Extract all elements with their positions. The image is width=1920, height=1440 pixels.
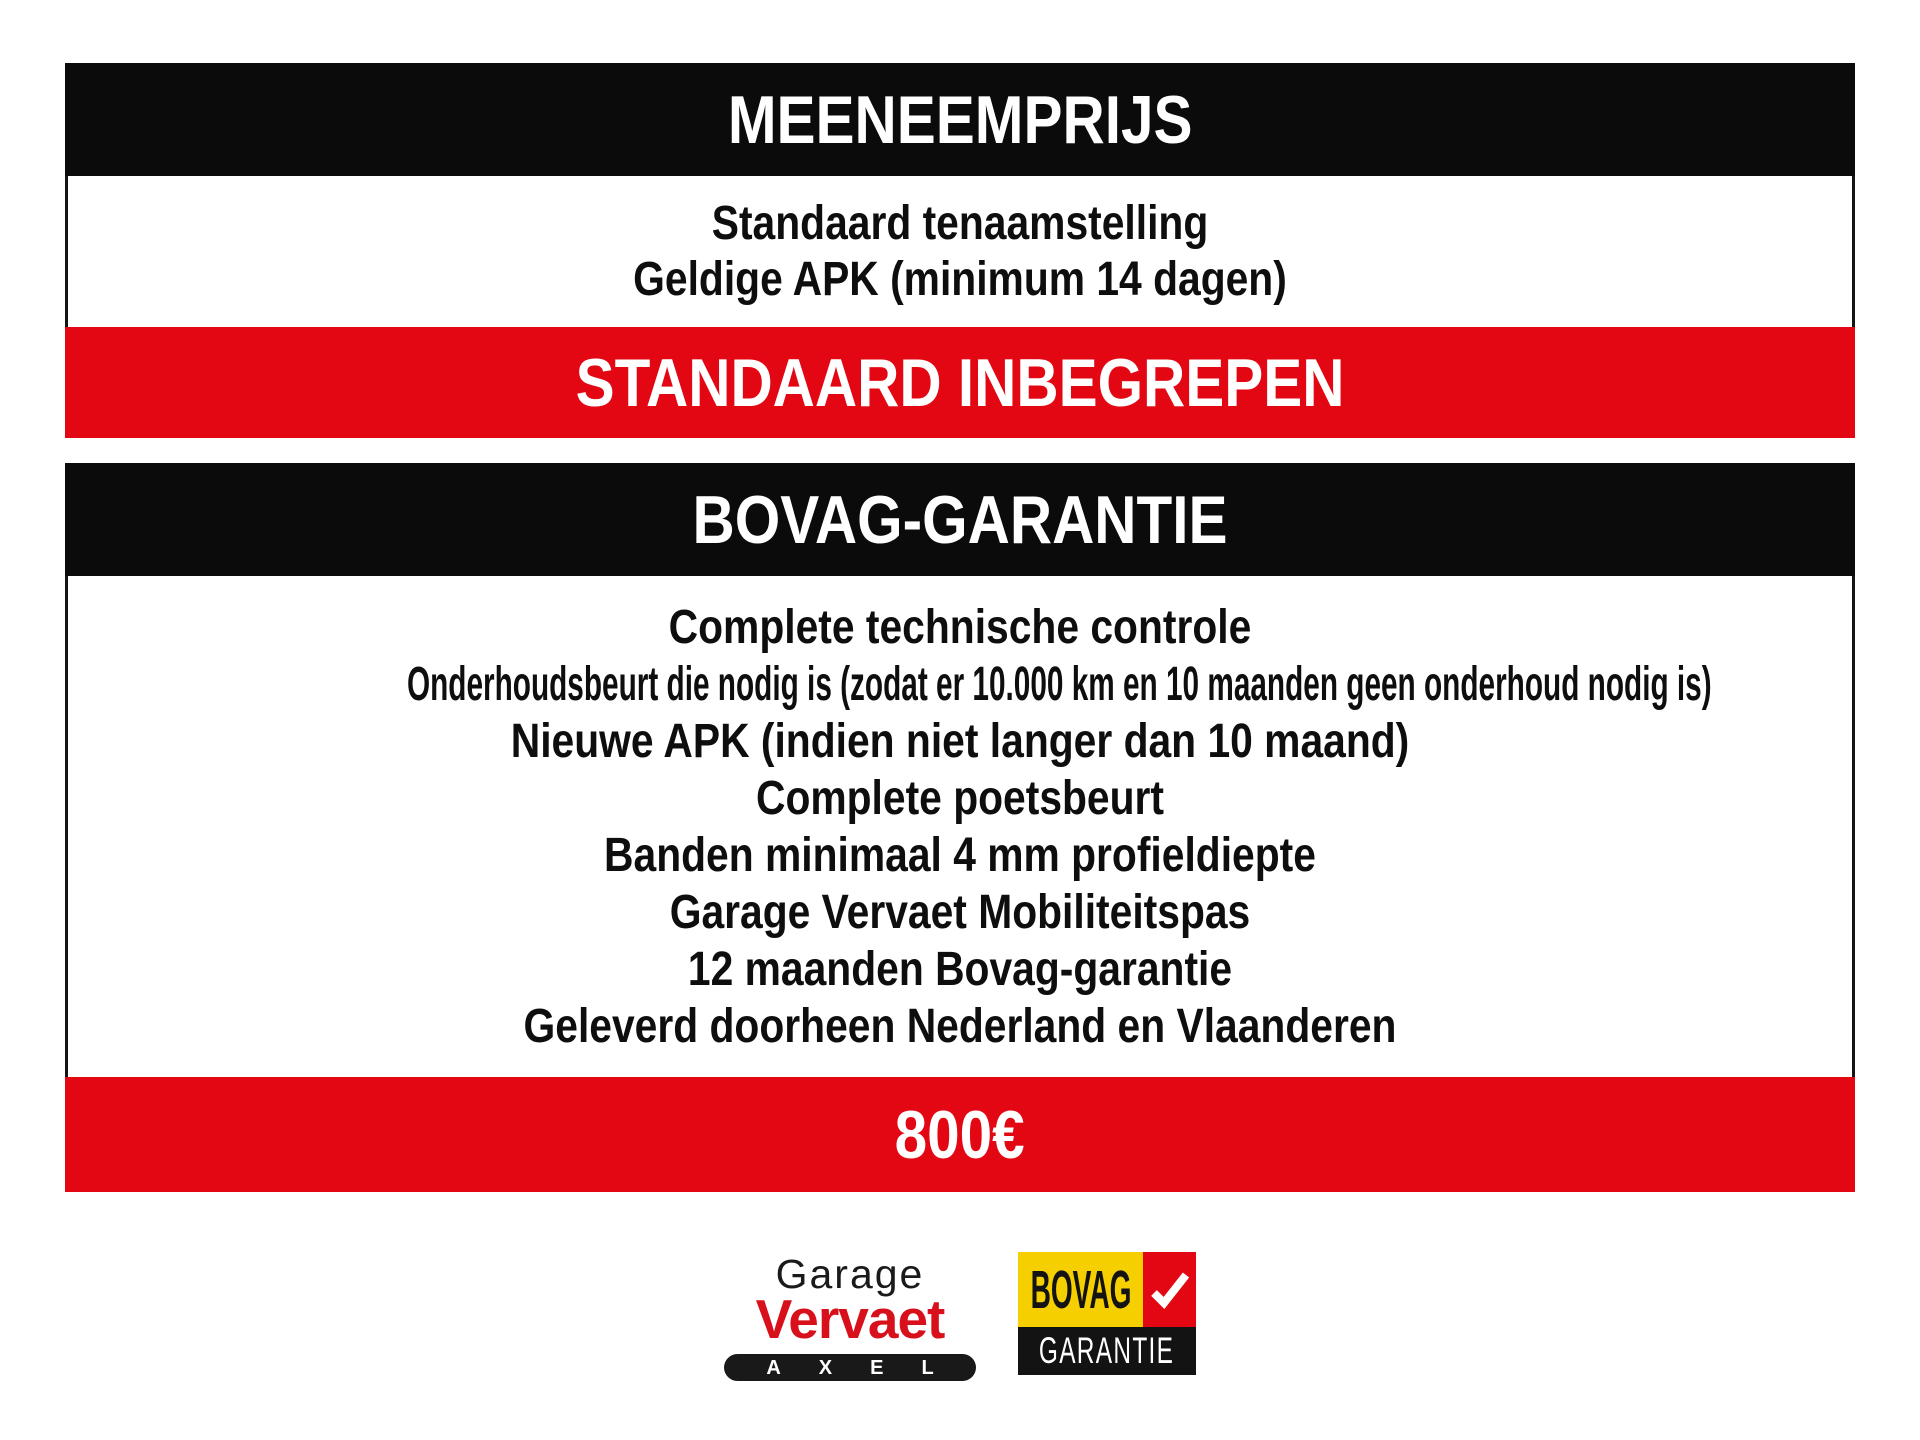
- list-item: Nieuwe APK (indien niet langer dan 10 maand): [510, 714, 1410, 768]
- meeneemprijs-list: [65, 176, 1855, 327]
- list-item: Complete technische controle: [668, 600, 1252, 654]
- bovag-garantie-logo: [1018, 1252, 1196, 1375]
- list-item: Complete poetsbeurt: [755, 771, 1165, 825]
- checkmark-icon: [1147, 1269, 1193, 1311]
- garage-vervaet-logo-line1: Garage: [775, 1251, 925, 1297]
- standaard-inbegrepen-label: STANDAARD INBEGREPEN: [575, 344, 1345, 421]
- list-item: Banden minimaal 4 mm profieldiepte: [604, 828, 1316, 882]
- bovag-garantie-title: BOVAG-GARANTIE: [692, 481, 1228, 558]
- garage-vervaet-logo: [724, 1252, 976, 1381]
- list-item: Geldige APK (minimum 14 dagen): [633, 252, 1287, 306]
- bovag-logo-brand: BOVAG: [1030, 1259, 1131, 1320]
- footer-logos: [0, 1251, 1920, 1379]
- list-item: Standaard tenaamstelling: [711, 196, 1209, 250]
- bovag-logo-brand-cell: [1018, 1252, 1143, 1327]
- list-item: 12 maanden Bovag-garantie: [687, 942, 1233, 996]
- garage-vervaet-logo-axel-pill: [724, 1354, 976, 1381]
- list-item: Onderhoudsbeurt die nodig is (zodat er 10.000 km en 10 maanden geen onderhoud nodig is): [406, 657, 1712, 711]
- bovag-garantie-header-bar: [65, 463, 1855, 576]
- price-value: 800€: [894, 1096, 1026, 1173]
- bovag-logo-check-cell: [1143, 1252, 1196, 1327]
- garage-vervaet-logo-city: AXEL: [766, 1356, 972, 1379]
- bovag-logo-caption-cell: [1018, 1327, 1196, 1375]
- garage-vervaet-logo-line2: Vervaet: [755, 1288, 945, 1350]
- bovag-logo-top: [1018, 1252, 1196, 1327]
- list-item: Geleverd doorheen Nederland en Vlaanderen: [523, 999, 1397, 1053]
- bovag-logo-caption: GARANTIE: [1039, 1330, 1175, 1371]
- price-poster: [65, 63, 1855, 1192]
- section-gap: [65, 438, 1855, 463]
- meeneemprijs-header-bar: [65, 63, 1855, 176]
- bovag-garantie-list: [65, 576, 1855, 1077]
- price-bar: [65, 1077, 1855, 1192]
- meeneemprijs-title: MEENEEMPRIJS: [727, 81, 1193, 158]
- list-item: Garage Vervaet Mobiliteitspas: [669, 885, 1251, 939]
- standaard-inbegrepen-bar: [65, 327, 1855, 438]
